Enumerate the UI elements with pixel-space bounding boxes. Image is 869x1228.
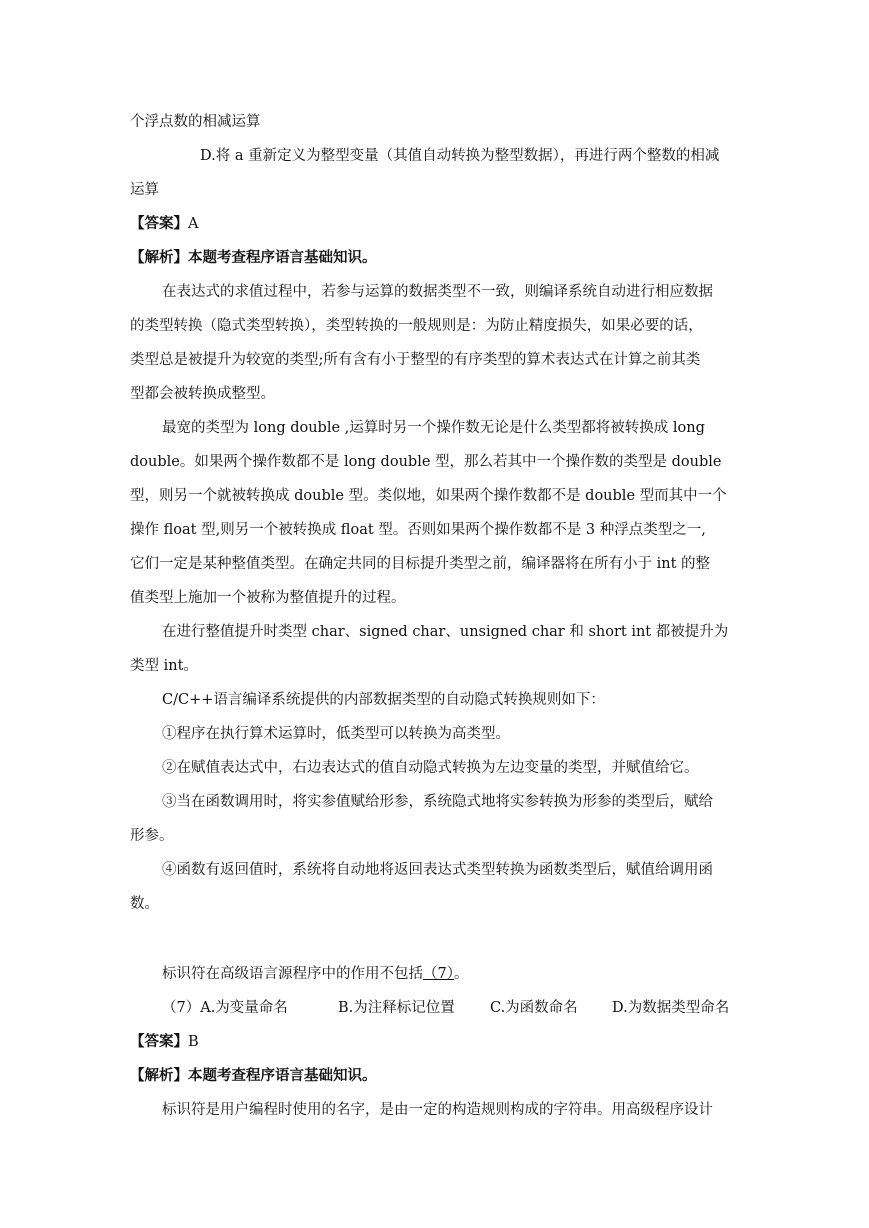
option-d: D.为数据类型命名 xyxy=(612,1000,730,1016)
analysis-6-p1-line-1: 在表达式的求值过程中，若参与运算的数据类型不一致，则编译系统自动进行相应数据 xyxy=(162,284,713,300)
answer-value: A xyxy=(188,216,199,232)
analysis-6-p2-line-3: 型，则另一个就被转换成 double 型。类似地，如果两个操作数都不是 double 型而其中一个 xyxy=(130,488,727,504)
rule-4-line-2: 数。 xyxy=(130,896,159,912)
analysis-7-p1: 标识符是用户编程时使用的名字，是由一定的构造规则构成的字符串。用高级程序设计 xyxy=(162,1102,713,1118)
option-d-line-2: 运算 xyxy=(130,182,159,198)
rule-2: ②在赋值表达式中，右边表达式的值自动隐式转换为左边变量的类型，并赋值给它。 xyxy=(162,760,699,776)
option-b: B.为注释标记位置 xyxy=(338,1000,455,1016)
question-7-blank: （7） xyxy=(423,966,454,982)
analysis-label: 【解析】 xyxy=(130,1067,188,1084)
analysis-label: 【解析】 xyxy=(130,249,188,266)
analysis-7-heading xyxy=(130,1066,377,1086)
analysis-6-p2-line-2: double。如果两个操作数都不是 long double 型，那么若其中一个操作数的类型是 double xyxy=(130,454,722,470)
analysis-6-p3-line-1: 在进行整值提升时类型 char、signed char、unsigned char 和 short int 都被提升为 xyxy=(162,624,729,640)
analysis-6-p1-line-3: 类型总是被提升为较宽的类型;所有含有小于整型的有序类型的算术表达式在计算之前其类 xyxy=(130,352,701,368)
option-c: C.为函数命名 xyxy=(490,1000,578,1016)
rule-3-line-2: 形参。 xyxy=(130,828,174,844)
analysis-6-p3-line-2: 类型 int。 xyxy=(130,658,198,674)
analysis-6-p1-line-4: 型都会被转换成整型。 xyxy=(130,386,275,402)
rule-4-line-1: ④函数有返回值时，系统将自动地将返回表达式类型转换为函数类型后，赋值给调用函 xyxy=(162,862,713,878)
option-d-line-1: D.将 a 重新定义为整型变量（其值自动转换为整型数据），再进行两个整数的相减 xyxy=(200,148,720,164)
question-7-stem-end: 。 xyxy=(453,966,469,982)
answer-label: 【答案】 xyxy=(130,215,188,232)
answer-value: B xyxy=(188,1034,199,1050)
analysis-heading: 本题考查程序语言基础知识。 xyxy=(188,249,377,266)
answer-label: 【答案】 xyxy=(130,1033,188,1050)
analysis-6-p2-line-5: 它们一定是某种整值类型。在确定共同的目标提升类型之前，编译器将在所有小于 int 的整 xyxy=(130,556,711,572)
analysis-6-p1-line-2: 的类型转换（隐式类型转换），类型转换的一般规则是：为防止精度损失，如果必要的话， xyxy=(130,318,703,334)
analysis-6-p2-line-1: 最宽的类型为 long double ,运算时另一个操作数无论是什么类型都将被转换成 long xyxy=(162,420,705,436)
analysis-6-p2-line-6: 值类型上施加一个被称为整值提升的过程。 xyxy=(130,590,406,606)
analysis-6-p4: C/C++语言编译系统提供的内部数据类型的自动隐式转换规则如下： xyxy=(162,692,605,708)
option-a: （7）A.为变量命名 xyxy=(162,1000,288,1016)
rule-1: ①程序在执行算术运算时，低类型可以转换为高类型。 xyxy=(162,726,510,742)
analysis-6-p2-line-4: 操作 float 型,则另一个被转换成 float 型。否则如果两个操作数都不是 3 种浮点类型之一, xyxy=(130,522,706,538)
question-7-stem-text: 标识符在高级语言源程序中的作用不包括 xyxy=(162,966,423,982)
rule-3-line-1: ③当在函数调用时，将实参值赋给形参，系统隐式地将实参转换为形参的类型后，赋给 xyxy=(162,794,713,810)
question-7-stem xyxy=(162,964,468,984)
analysis-heading: 本题考查程序语言基础知识。 xyxy=(188,1067,377,1084)
answer-7 xyxy=(130,1032,199,1052)
analysis-6-heading xyxy=(130,248,377,268)
option-c-tail: 个浮点数的相减运算 xyxy=(130,114,261,130)
answer-6 xyxy=(130,214,198,234)
